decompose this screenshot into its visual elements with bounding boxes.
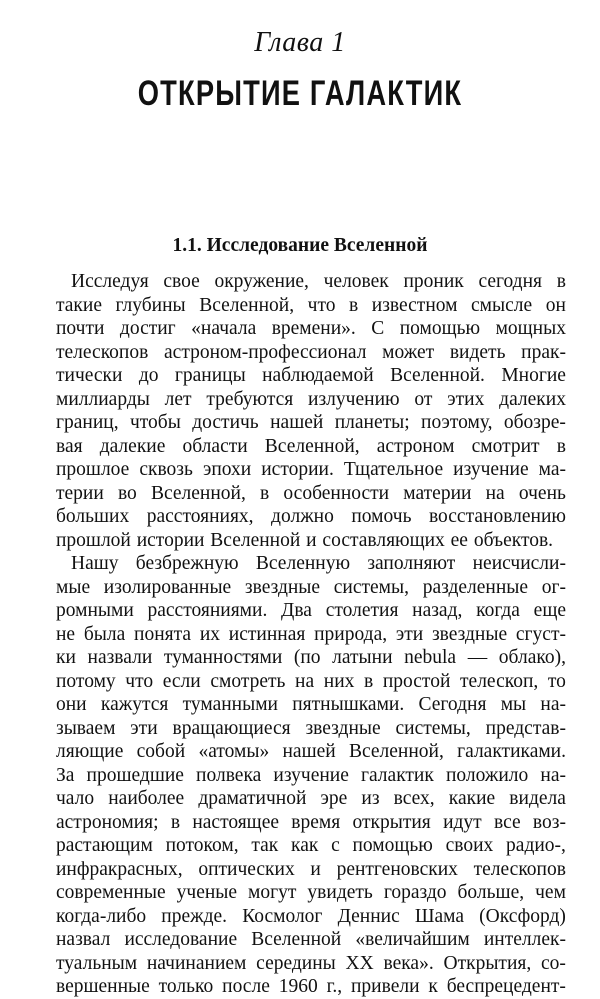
chapter-label: Глава 1 bbox=[254, 27, 346, 58]
text-line: мые изолированные звездные системы, разделенные ог- bbox=[56, 576, 566, 598]
chapter-title: ОТКРЫТИЕ ГАЛАКТИК bbox=[137, 74, 463, 113]
text-line: они кажутся туманными пятнышками. Сегодня мы на- bbox=[56, 694, 566, 715]
text-line: зываем эти вращающиеся звездные системы, представ- bbox=[56, 717, 566, 739]
text-line: назвал исследование Вселенной «величайшим интеллек- bbox=[56, 929, 566, 950]
text-line: инфракрасных, оптических и рентгеновских телескопов bbox=[56, 858, 566, 880]
text-line: растающим потоком, так как с помощью своих радио-, bbox=[56, 835, 566, 856]
text-line: больших расстояниях, должно помочь восстановлению bbox=[56, 506, 566, 527]
text-line: прошлое сквозь эпохи истории. Тщательное изучение ма- bbox=[56, 459, 566, 480]
text-line: вая далекие области Вселенной, астроном смотрит в bbox=[56, 435, 566, 457]
text-line: почти достиг «начала времени». С помощью мощных bbox=[56, 318, 566, 339]
text-line: астрономия; в настоящее время открытия идут все воз- bbox=[56, 811, 566, 833]
text-line: миллиарды лет требуются излучению от этих далеких bbox=[56, 388, 566, 410]
body-text bbox=[56, 270, 566, 999]
text-line: ляющие собой «атомы» нашей Вселенной, галактиками. bbox=[56, 741, 566, 762]
text-line: тически до границы наблюдаемой Вселенной. Многие bbox=[56, 365, 566, 386]
text-line: когда-либо прежде. Космолог Деннис Шама (Оксфорд) bbox=[56, 905, 566, 927]
text-line: прошлой истории Вселенной и составляющих ее объектов. bbox=[56, 529, 554, 551]
text-line: туальным начинанием середины XX века». Открытия, со- bbox=[56, 952, 566, 974]
text-line: потому что если смотреть на них в простой телескоп, то bbox=[56, 670, 566, 692]
text-line: терии во Вселенной, в особенности материи на очень bbox=[56, 482, 566, 504]
text-line: чало наиболее драматичной эре из всех, какие видела bbox=[56, 788, 566, 809]
text-line: современные ученые могут увидеть гораздо больше, чем bbox=[56, 882, 566, 903]
text-line: такие глубины Вселенной, что в известном смысле он bbox=[56, 294, 566, 316]
text-line: ромными расстояниями. Два столетия назад, когда еще bbox=[56, 600, 566, 621]
section-heading: 1.1. Исследование Вселенной bbox=[172, 235, 428, 256]
text-line: ки назвали туманностями (по латыни nebula — облако), bbox=[56, 647, 566, 668]
text-line: Исследуя свое окружение, человек проник сегодня в bbox=[71, 271, 566, 292]
text-line: вершенные только после 1960 г., привели к беспрецедент- bbox=[56, 976, 566, 997]
text-line: Нашу безбрежную Вселенную заполняют неисчисли- bbox=[71, 553, 566, 574]
text-line: За прошедшие полвека изучение галактик положило на- bbox=[56, 764, 566, 786]
text-line: границ, чтобы достичь нашей планеты; поэтому, обозре- bbox=[56, 412, 566, 433]
text-line: не была понята их истинная природа, эти звездные сгуст- bbox=[56, 623, 566, 645]
text-line: телескопов астроном-профессионал может видеть прак- bbox=[56, 341, 566, 363]
